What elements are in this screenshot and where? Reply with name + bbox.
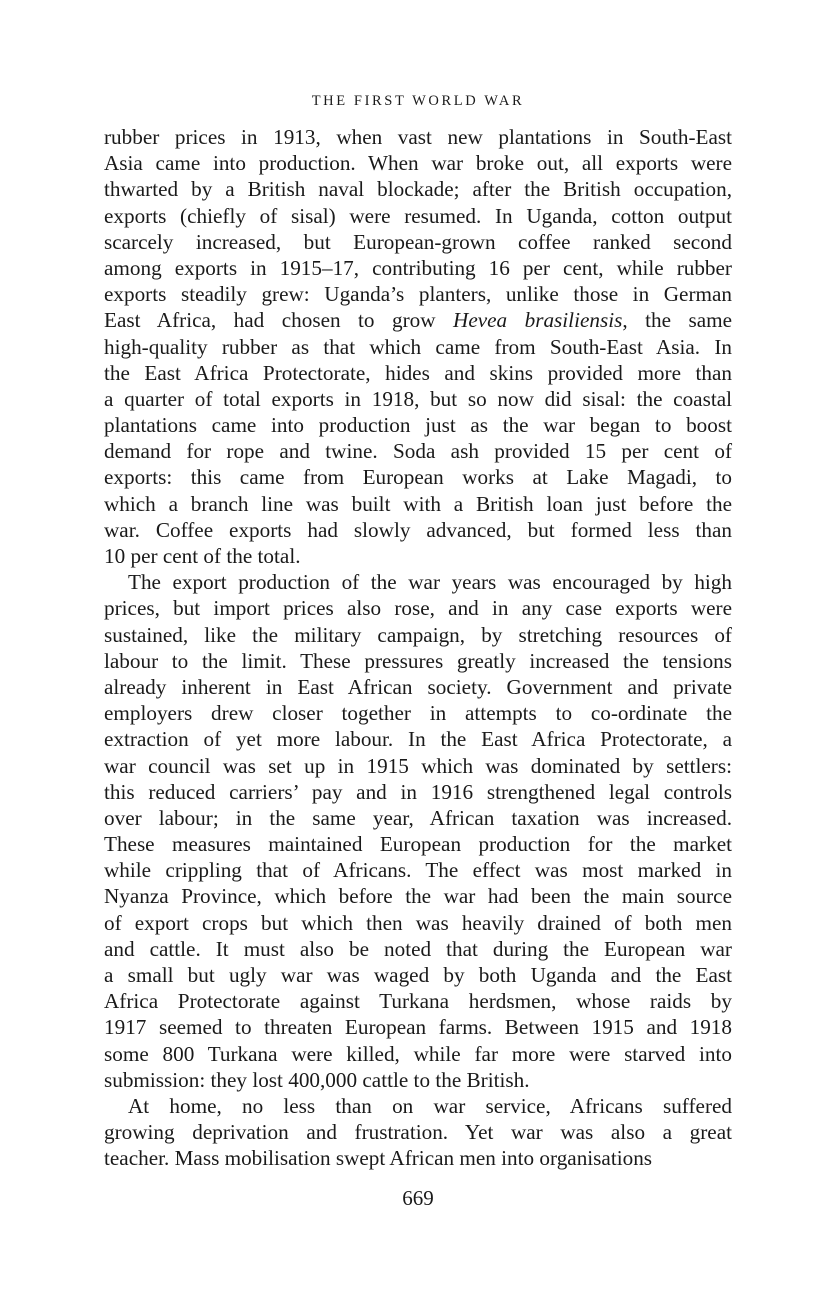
text-line: The export production of the war years was encouraged by high (128, 570, 732, 595)
text-line: sustained, like the military campaign, by stretching resources of (104, 622, 732, 647)
text-line: and cattle. It must also be noted that during the European war (104, 936, 732, 961)
text-line: 1917 seemed to threaten European farms. Between 1915 and 1918 (104, 1015, 732, 1040)
text-line: already inherent in East African society. Government and private (104, 674, 732, 699)
text-line: over labour; in the same year, African taxation was increased. (104, 805, 732, 830)
text-line: which a branch line was built with a British loan just before the (104, 491, 732, 516)
text-line: prices, but import prices also rose, and in any case exports were (104, 596, 732, 621)
book-page (104, 0, 732, 1300)
text-line: while crippling that of Africans. The effect was most marked in (104, 858, 732, 883)
text-line: Africa Protectorate against Turkana herdsmen, whose raids by (104, 989, 732, 1014)
body-text (104, 124, 732, 1172)
text-line: employers drew closer together in attempts to co-ordinate the (104, 701, 732, 726)
text-line: exports steadily grew: Uganda’s planters, unlike those in German (104, 282, 732, 307)
text-line: war council was set up in 1915 which was dominated by settlers: (104, 753, 732, 778)
text-line: of export crops but which then was heavily drained of both men (104, 910, 732, 935)
text-line: At home, no less than on war service, Africans suffered (128, 1093, 732, 1118)
text-line: Asia came into production. When war broke out, all exports were (104, 151, 732, 176)
text-line: rubber prices in 1913, when vast new plantations in South-East (104, 125, 732, 149)
text-line: this reduced carriers’ pay and in 1916 strengthened legal controls (104, 779, 732, 804)
text-line: thwarted by a British naval blockade; after the British occupation, (104, 177, 732, 202)
text-line: demand for rope and twine. Soda ash provided 15 per cent of (104, 439, 732, 464)
page-number: 669 (402, 1186, 434, 1210)
text-line: teacher. Mass mobilisation swept African men into organisations (104, 1146, 653, 1171)
text-line: East Africa, had chosen to grow Hevea brasiliensis, the same (104, 308, 732, 333)
text-line: some 800 Turkana were killed, while far more were starved into (104, 1041, 732, 1066)
species-name: Hevea brasiliensis (453, 308, 623, 333)
text-line: a quarter of total exports in 1918, but so now did sisal: the coastal (104, 386, 732, 411)
text-line: Nyanza Province, which before the war had been the main source (104, 884, 732, 909)
text-line: war. Coffee exports had slowly advanced, but formed less than (104, 517, 732, 542)
running-head: THE FIRST WORLD WAR (311, 93, 525, 109)
text-line: submission: they lost 400,000 cattle to the British. (104, 1067, 530, 1092)
text-line: 10 per cent of the total. (104, 544, 301, 568)
text-line: labour to the limit. These pressures greatly increased the tensions (104, 648, 732, 673)
text-line: the East Africa Protectorate, hides and skins provided more than (104, 360, 732, 385)
text-line: among exports in 1915–17, contributing 16 per cent, while rubber (104, 255, 732, 280)
text-line: exports: this came from European works at Lake Magadi, to (104, 465, 732, 490)
text-line: high-quality rubber as that which came from South-East Asia. In (104, 334, 732, 359)
text-line: extraction of yet more labour. In the East Africa Protectorate, a (104, 727, 732, 752)
text-line: a small but ugly war was waged by both Uganda and the East (104, 963, 732, 987)
text-line: plantations came into production just as the war began to boost (104, 413, 732, 438)
text-line: scarcely increased, but European-grown coffee ranked second (104, 229, 732, 254)
text-line: These measures maintained European production for the market (104, 832, 732, 857)
text-line: growing deprivation and frustration. Yet war was also a great (104, 1120, 732, 1145)
text-line: exports (chiefly of sisal) were resumed. In Uganda, cotton output (104, 203, 732, 228)
